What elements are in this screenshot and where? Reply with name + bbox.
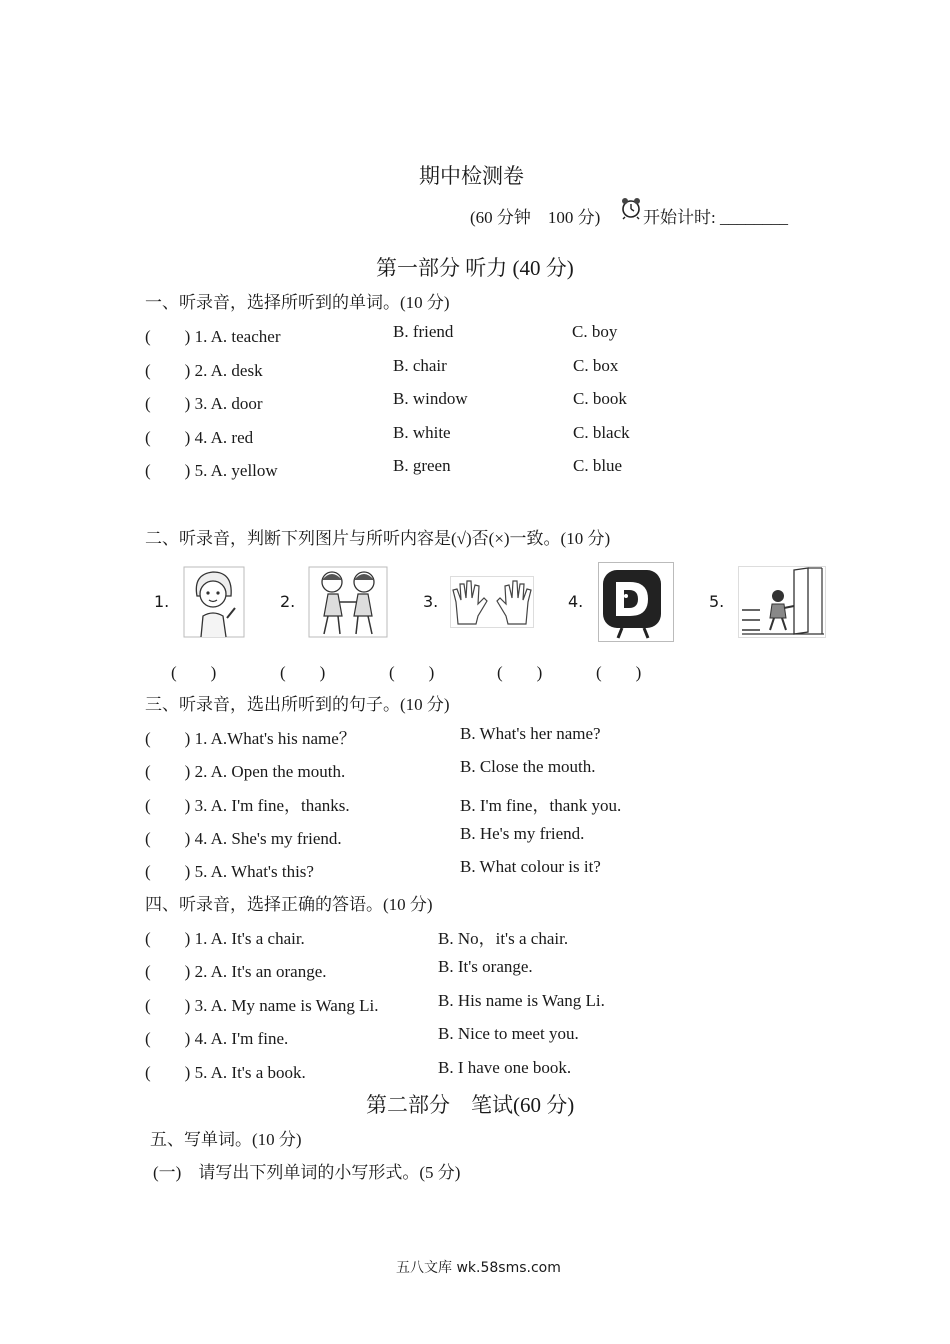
s1-q4-b: B. white (393, 423, 451, 442)
s1-q1-b: B. friend (393, 322, 454, 341)
timer-label: 开始计时: ________ (643, 208, 788, 227)
pic-num-5: 5. (709, 592, 725, 611)
boy-door-picture (738, 566, 826, 638)
s3-q2-b: B. Close the mouth. (460, 757, 596, 776)
s1-q5: ( ) 5. A. yellow (145, 461, 278, 480)
s1-q4-c: C. black (573, 423, 630, 442)
girl-picture (183, 566, 245, 638)
s4-q2: ( ) 2. A. It's an orange. (145, 962, 327, 981)
pic-num-4: 4. (568, 592, 584, 611)
s1-q2: ( ) 2. A. desk (145, 361, 263, 380)
s3-q3-b: B. I'm fine，thank you. (460, 796, 622, 815)
s1-q4: ( ) 4. A. red (145, 428, 254, 447)
s1-q3-c: C. book (573, 389, 627, 408)
s1-q3-b: B. window (393, 389, 468, 408)
s1-q2-b: B. chair (393, 356, 447, 375)
pic-num-1: 1. (154, 592, 170, 611)
time-score: (60 分钟 100 分) (470, 208, 601, 227)
s4-q5-b: B. I have one book. (438, 1058, 572, 1077)
s4-heading: 四、听录音，选择正确的答语。(10 分) (145, 895, 433, 914)
s1-heading: 一、听录音，选择所听到的单词。(10 分) (145, 293, 450, 312)
s4-q5: ( ) 5. A. It's a book. (145, 1063, 306, 1082)
s3-q4-b: B. He's my friend. (460, 824, 585, 843)
two-girls-picture (308, 566, 388, 638)
s4-q2-b: B. It's orange. (438, 957, 533, 976)
s5-heading: 五、写单词。(10 分) (150, 1130, 302, 1149)
answer-blank-1[interactable]: ( ) (171, 663, 217, 682)
s1-q1-c: C. boy (572, 322, 618, 341)
s3-q3: ( ) 3. A. I'm fine，thanks. (145, 796, 350, 815)
s4-q3: ( ) 3. A. My name is Wang Li. (145, 996, 379, 1015)
s1-q3: ( ) 3. A. door (145, 394, 263, 413)
s2-heading: 二、听录音，判断下列图片与所听内容是(√)否(×)一致。(10 分) (145, 529, 611, 548)
alarm-clock-icon (620, 196, 642, 220)
s4-q3-b: B. His name is Wang Li. (438, 991, 605, 1010)
pic-num-2: 2. (280, 592, 296, 611)
s4-q4-b: B. Nice to meet you. (438, 1024, 579, 1043)
s3-q1-b: B. What's her name? (460, 724, 601, 743)
s4-q4: ( ) 4. A. I'm fine. (145, 1029, 289, 1048)
footer-watermark: 五八文库 wk.58sms.com (396, 1260, 561, 1276)
s3-q5-b: B. What colour is it? (460, 857, 601, 876)
s4-q1: ( ) 1. A. It's a chair. (145, 929, 305, 948)
part1-title: 第一部分 听力 (40 分) (376, 256, 574, 280)
s4-q1-b: B. No，it's a chair. (438, 929, 569, 948)
s1-q5-b: B. green (393, 456, 451, 475)
s3-heading: 三、听录音，选出所听到的句子。(10 分) (145, 695, 450, 714)
answer-blank-3[interactable]: ( ) (389, 663, 435, 682)
s3-q1: ( ) 1. A.What's his name？ (145, 729, 356, 748)
part2-title: 第二部分 笔试(60 分) (366, 1093, 575, 1117)
s3-q4: ( ) 4. A. She's my friend. (145, 829, 342, 848)
pic-num-3: 3. (423, 592, 439, 611)
page-title: 期中检测卷 (419, 164, 524, 188)
s3-q5: ( ) 5. A. What's this? (145, 862, 314, 881)
hands-picture (450, 576, 534, 628)
s3-q2: ( ) 2. A. Open the mouth. (145, 762, 346, 781)
s5-sub: (一) 请写出下列单词的小写形式。(5 分) (153, 1163, 461, 1182)
s1-q1: ( ) 1. A. teacher (145, 327, 281, 346)
answer-blank-4[interactable]: ( ) (497, 663, 543, 682)
s1-q2-c: C. box (573, 356, 619, 375)
letter-d-picture (598, 562, 674, 642)
s1-q5-c: C. blue (573, 456, 623, 475)
answer-blank-5[interactable]: ( ) (596, 663, 642, 682)
answer-blank-2[interactable]: ( ) (280, 663, 326, 682)
